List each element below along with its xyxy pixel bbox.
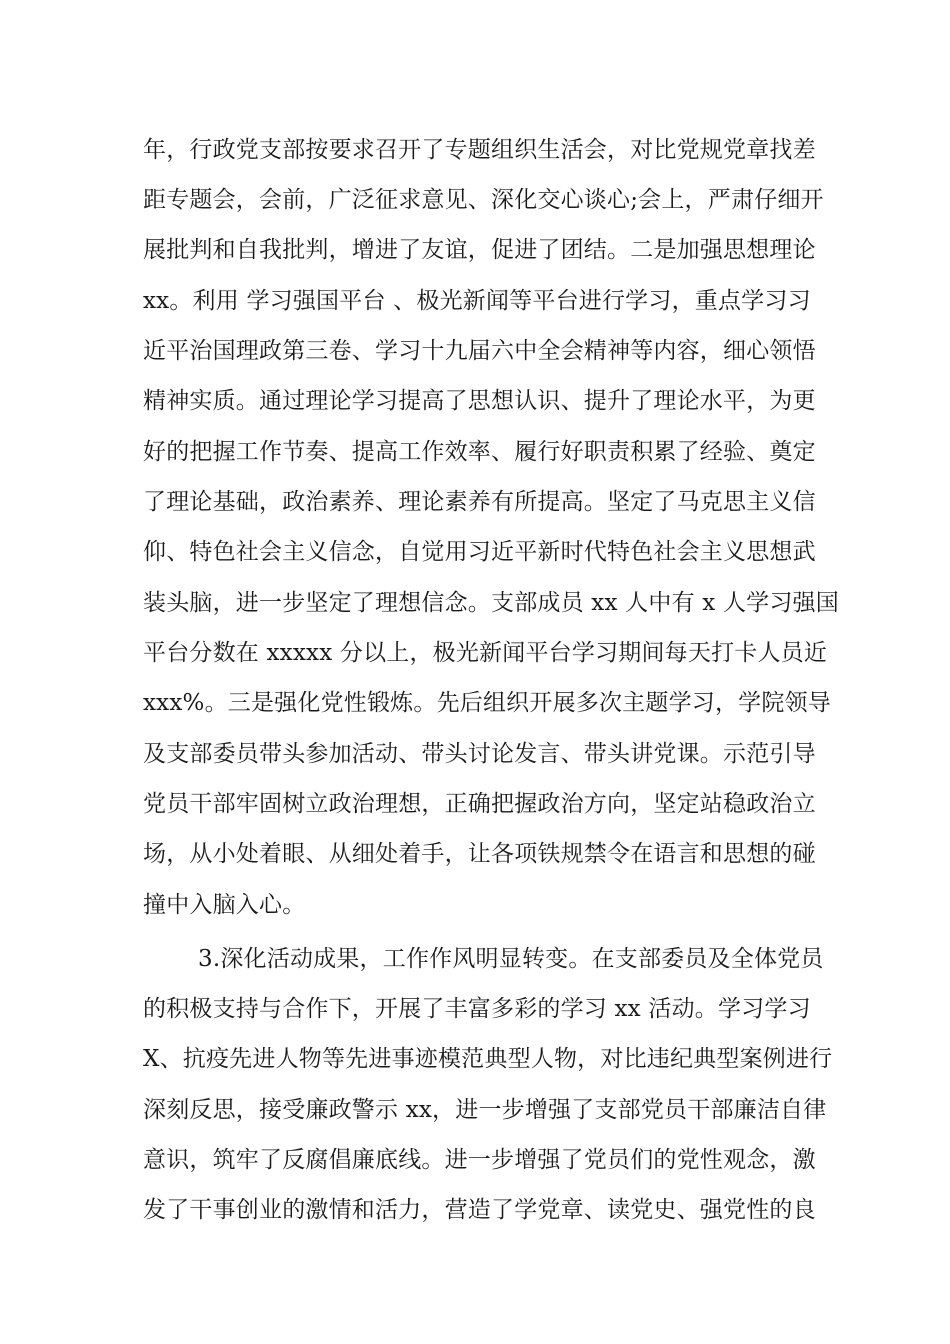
text-line: 了理论基础，政治素养、理论素养有所提高。坚定了马克思主义信 (143, 489, 816, 515)
text-line: 年，行政党支部按要求召开了专题组织生活会，对比党规党章找差 (143, 137, 816, 163)
text-line: 发了干事创业的激情和活力，营造了学党章、读党史、强党性的良 (143, 1197, 816, 1223)
text-line: 意识，筑牢了反腐倡廉底线。进一步增强了党员们的党性观念，激 (143, 1147, 816, 1173)
text-line: 场，从小处着眼、从细处着手，让各项铁规禁令在语言和思想的碰 (143, 841, 816, 867)
text-line: 距专题会，会前，广泛征求意见、深化交心谈心;会上，严肃仔细开 (143, 187, 824, 213)
paragraph-first-line: 3.深化活动成果，工作作风明显转变。在支部委员及全体党员 (198, 946, 824, 972)
text-line: 近平治国理政第三卷、学习十九届六中全会精神等内容，细心领悟 (143, 338, 816, 364)
text-line: 及支部委员带头参加活动、带头讨论发言、带头讲党课。示范引导 (143, 741, 816, 767)
text-line: 党员干部牢固树立政治理想，正确把握政治方向，坚定站稳政治立 (143, 791, 816, 817)
text-line: xxx%。三是强化党性锻炼。先后组织开展多次主题学习，学院领导 (143, 690, 831, 716)
paragraph-end-line: 撞中入脑入心。 (143, 892, 306, 918)
text-line: 好的把握工作节奏、提高工作效率、履行好职责积累了经验、奠定 (143, 439, 816, 465)
text-line: 深刻反思，接受廉政警示 xx，进一步增强了支部党员干部廉洁自律 (143, 1097, 827, 1123)
text-line: 的积极支持与合作下，开展了丰富多彩的学习 xx 活动。学习学习 (143, 996, 811, 1022)
text-line: X、抗疫先进人物等先进事迹模范典型人物，对比违纪典型案例进行 (143, 1046, 833, 1072)
text-line: xx。利用 学习强国平台 、极光新闻等平台进行学习，重点学习习 (143, 288, 811, 314)
text-line: 展批判和自我批判，增进了友谊，促进了团结。二是加强思想理论 (143, 237, 816, 263)
text-line: 仰、特色社会主义信念，自觉用习近平新时代特色社会主义思想武 (143, 539, 816, 565)
text-line: 平台分数在 xxxxx 分以上，极光新闻平台学习期间每天打卡人员近 (143, 640, 828, 666)
text-line: 装头脑，进一步坚定了理想信念。支部成员 xx 人中有 x 人学习强国 (143, 590, 839, 616)
text-line: 精神实质。通过理论学习提高了思想认识、提升了理论水平，为更 (143, 388, 816, 414)
